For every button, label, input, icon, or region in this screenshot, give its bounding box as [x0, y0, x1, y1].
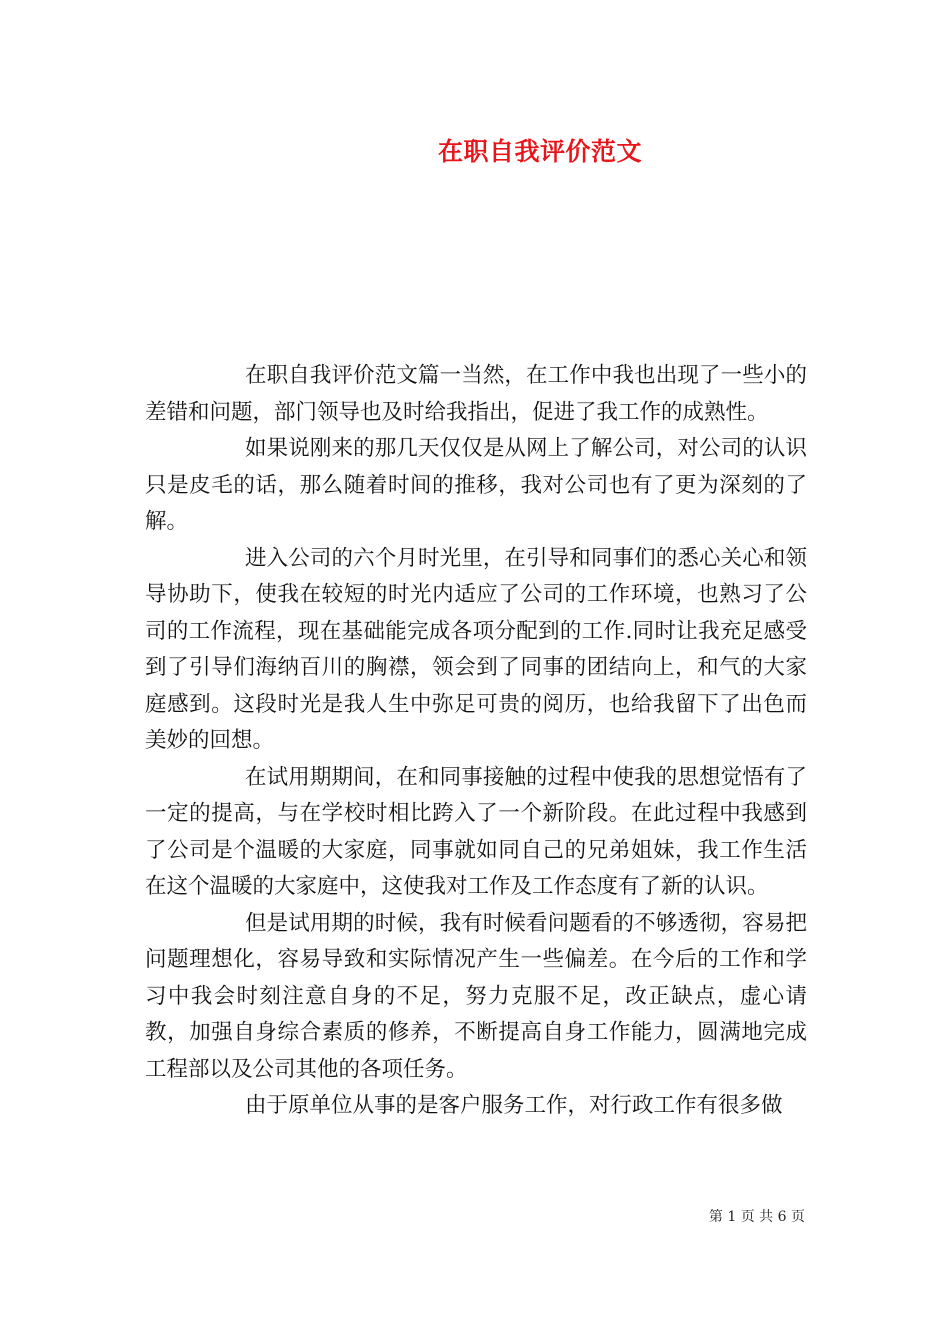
- paragraph-5: 但是试用期的时候，我有时候看问题看的不够透彻，容易把问题理想化，容易导致和实际情况产生一些偏差。在今后的工作和学习中我会时刻注意自身的不足，努力克服不足，改正缺点，虚心请教，加强自身综合素质的修养，不断提高自身工作能力，圆满地完成工程部以及公司其他的各项任务。: [145, 910, 807, 1082]
- page-number-footer: 第 1 页 共 6 页: [708, 1209, 805, 1225]
- paragraph-1: 在职自我评价范文篇一当然，在工作中我也出现了一些小的差错和问题，部门领导也及时给我指出，促进了我工作的成熟性。: [145, 363, 807, 425]
- page-title: 在职自我评价范文: [437, 137, 642, 166]
- paragraph-4: 在试用期期间，在和同事接触的过程中使我的思想觉悟有了一定的提高，与在学校时相比跨入了一个新阶段。在此过程中我感到了公司是个温暖的大家庭，同事就如同自己的兄弟姐妹，我工作生活在这个温暖的大家庭中，这使我对工作及工作态度有了新的认识。: [145, 764, 807, 899]
- paragraph-3: 进入公司的六个月时光里，在引导和同事们的悉心关心和领导协助下，使我在较短的时光内适应了公司的工作环境，也熟习了公司的工作流程，现在基础能完成各项分配到的工作.同时让我充足感受到了引导们海纳百川的胸襟，领会到了同事的团结向上，和气的大家庭感到。这段时光是我人生中弥足可贵的阅历，也给我留下了出色而美妙的回想。: [145, 545, 807, 753]
- paragraph-6: 由于原单位从事的是客户服务工作，对行政工作有很多做: [245, 1093, 783, 1118]
- paragraph-2: 如果说刚来的那几天仅仅是从网上了解公司，对公司的认识只是皮毛的话，那么随着时间的推移，我对公司也有了更为深刻的了解。: [145, 436, 807, 534]
- document-body: [145, 358, 807, 1125]
